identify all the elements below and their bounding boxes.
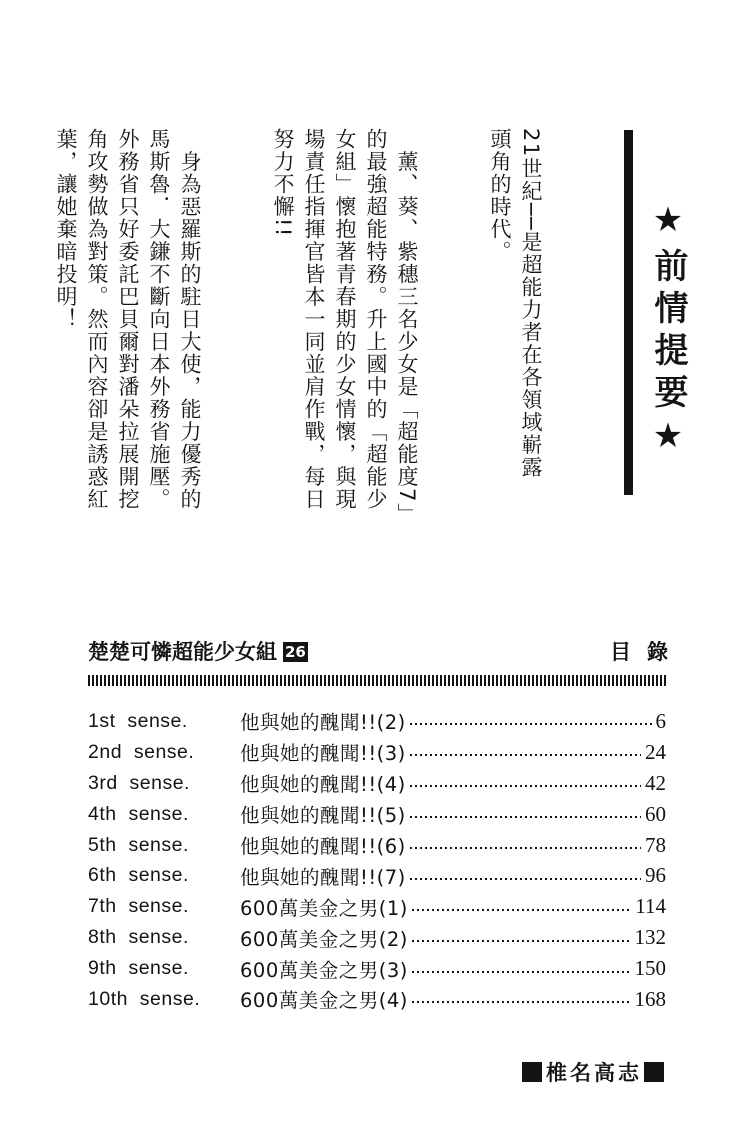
chapter-title: 600萬美金之男(3) [240,958,408,982]
author-name: 椎名高志 [546,1061,642,1085]
toc-header [88,636,684,670]
chapter-page: 24 [645,739,666,764]
chapter-page: 114 [635,894,666,919]
toc-entry [88,706,666,737]
dot-leader [410,847,641,849]
chapter-title: 他與她的醜聞!!(2) [240,711,406,735]
toc-entry [88,953,666,984]
synopsis-paragraph: 身為惡羅斯的駐日大使，能力優秀的 馬斯魯．大鎌不斷向日本外務省施壓。 外務省只好委託巴貝爾對潘朵拉展開挖 角攻勢做為對策。然而內容卻是誘惑紅 葉，讓她棄暗投明！ [54,128,202,511]
chapter-title: 他與她的醜聞!!(3) [240,742,406,766]
series-title [88,636,308,666]
chapter-page: 60 [645,801,666,826]
chapter-page: 78 [645,832,666,857]
dot-leader [410,754,641,756]
chapter-number: 5th sense. [88,833,189,856]
toc-entry [88,830,666,861]
chapter-number: 8th sense. [88,926,189,949]
chapter-number: 9th sense. [88,957,189,980]
chapter-title: 他與她的醜聞!!(7) [240,865,406,889]
chapter-page: 168 [634,986,666,1011]
toc-entry [88,737,666,768]
dot-leader [412,940,631,942]
dot-leader [412,909,631,911]
square-icon [522,1062,542,1082]
chapter-number: 10th sense. [88,987,201,1010]
synopsis-paragraph: 薰、葵、紫穗三名少女是「超能度7」 的最強超能特務。升上國中的「超能少 女組」懷抱著青春期的少女情懷，與現 場責任指揮官皆本一同並肩作戰，每日 努力不懈!! [271,128,419,526]
chapter-page: 6 [655,708,666,733]
dot-leader [410,723,652,725]
toc-entry [88,922,666,953]
chapter-page: 132 [634,925,666,950]
dot-leader [410,816,641,818]
series-title-text: 楚楚可憐超能少女組 [88,640,277,664]
toc-entry [88,768,666,799]
dot-leader [410,878,641,880]
synopsis-heading: ★前情提要★ [648,200,688,464]
toc-list [88,706,666,1015]
chapter-title: 600萬美金之男(2) [240,927,408,951]
chapter-title: 他與她的醜聞!!(5) [240,804,406,828]
dot-leader [412,971,631,973]
dot-leader [412,1001,631,1003]
synopsis-divider [624,130,633,495]
chapter-number: 2nd sense. [88,740,195,763]
toc-entry [88,799,666,830]
toc-entry [88,891,666,922]
synopsis-paragraph: 21世紀──是超能力者在各領域嶄露 頭角的時代。 [488,128,543,479]
chapter-page: 150 [634,956,666,981]
chapter-page: 96 [645,863,666,888]
chapter-title: 他與她的醜聞!!(6) [240,835,406,858]
synopsis-body [0,128,608,526]
volume-badge: 26 [285,643,306,661]
chapter-number: 7th sense. [88,895,189,918]
chapter-title: 600萬美金之男(4) [240,989,408,1013]
toc-entry [88,860,666,891]
chapter-number: 6th sense. [88,864,189,887]
chapter-title: 600萬美金之男(1) [240,896,408,920]
chapter-page: 42 [645,770,666,795]
toc-entry [88,984,666,1015]
chapter-number: 4th sense. [88,802,189,825]
chapter-number: 1st sense. [88,709,188,732]
toc-label: 目錄 [610,640,684,664]
dot-leader [410,785,641,787]
toc-divider [88,675,666,686]
author-credit [522,1057,664,1087]
chapter-title: 他與她的醜聞!!(4) [240,773,406,797]
square-icon [644,1062,664,1082]
chapter-number: 3rd sense. [88,771,190,794]
